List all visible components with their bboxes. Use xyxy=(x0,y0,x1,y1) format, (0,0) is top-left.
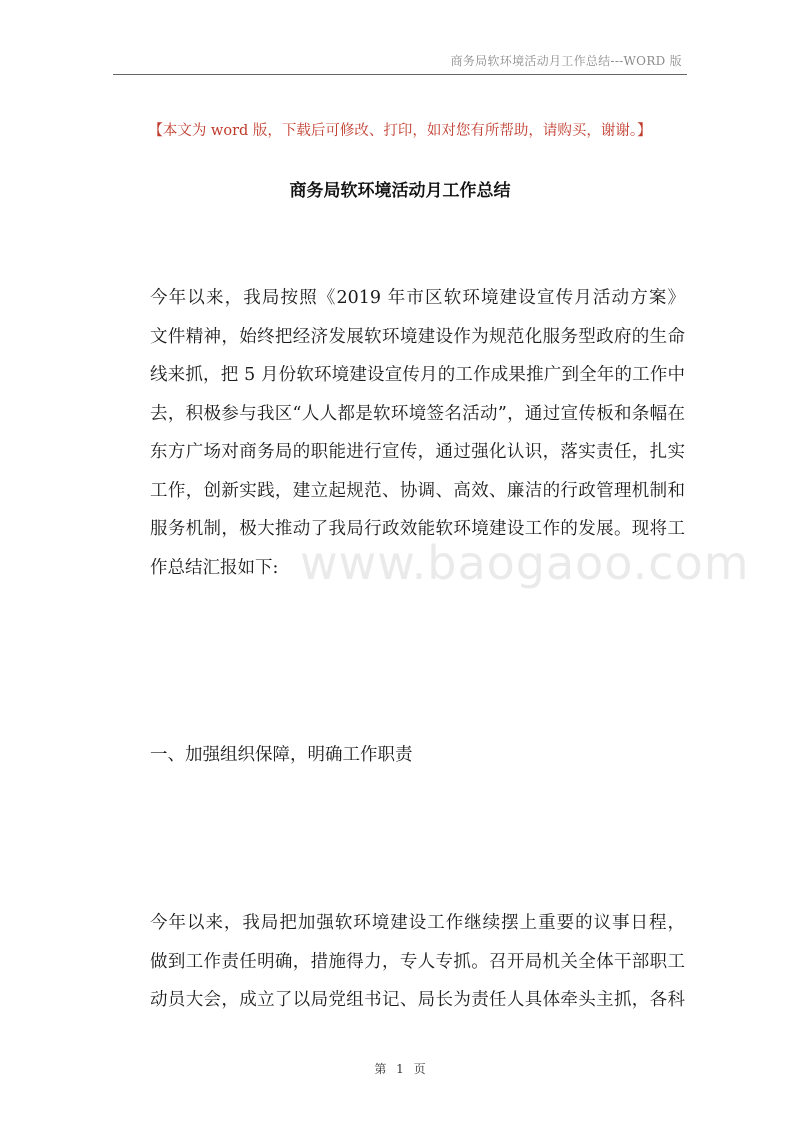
download-notice: 【本文为 word 版，下载后可修改、打印，如对您有所帮助，请购买，谢谢。】 xyxy=(148,123,652,139)
paragraph-line: 文件精神，始终把经济发展软环境建设作为规范化服务型政府的生命 xyxy=(150,326,685,347)
intro-paragraph xyxy=(150,279,685,587)
paragraph-line: 动员大会，成立了以局党组书记、局长为责任人具体牵头主抓，各科 xyxy=(150,990,685,1010)
paragraph-line: 今年以来，我局把加强软环境建设工作继续摆上重要的议事日程， xyxy=(150,913,685,933)
section-heading: 一、加强组织保障，明确工作职责 xyxy=(150,745,413,765)
paragraph-line: 工作，创新实践，建立起规范、协调、高效、廉洁的行政管理机制和 xyxy=(150,480,685,501)
paragraph-line: 线来抓，把 5 月份软环境建设宣传月的工作成果推广到全年的工作中 xyxy=(150,365,685,385)
document-title: 商务局软环境活动月工作总结 xyxy=(289,181,511,201)
paragraph-line: 做到工作责任明确，措施得力，专人专抓。召开局机关全体干部职工 xyxy=(150,951,685,972)
section1-paragraph xyxy=(150,904,685,1020)
page-footer xyxy=(113,1060,687,1077)
paragraph-line: 服务机制，极大推动了我局行政效能软环境建设工作的发展。现将工 xyxy=(150,519,685,539)
watermark: www.baogaoo.com xyxy=(300,536,750,590)
header-divider xyxy=(113,74,687,75)
running-header: 商务局软环境活动月工作总结---WORD 版 xyxy=(450,54,682,68)
page-prefix: 第 xyxy=(374,1062,387,1076)
paragraph-line: 东方广场对商务局的职能进行宣传，通过强化认识，落实责任，扎实 xyxy=(150,442,685,462)
paragraph-line: 作总结汇报如下: xyxy=(150,557,279,578)
page-number: 1 xyxy=(396,1062,404,1076)
paragraph-line: 去，积极参与我区“人人都是软环境签名活动”，通过宣传板和条幅在 xyxy=(150,403,685,424)
paragraph-line: 今年以来，我局按照《2019 年市区软环境建设宣传月活动方案》 xyxy=(150,288,685,308)
page-suffix: 页 xyxy=(413,1062,426,1076)
